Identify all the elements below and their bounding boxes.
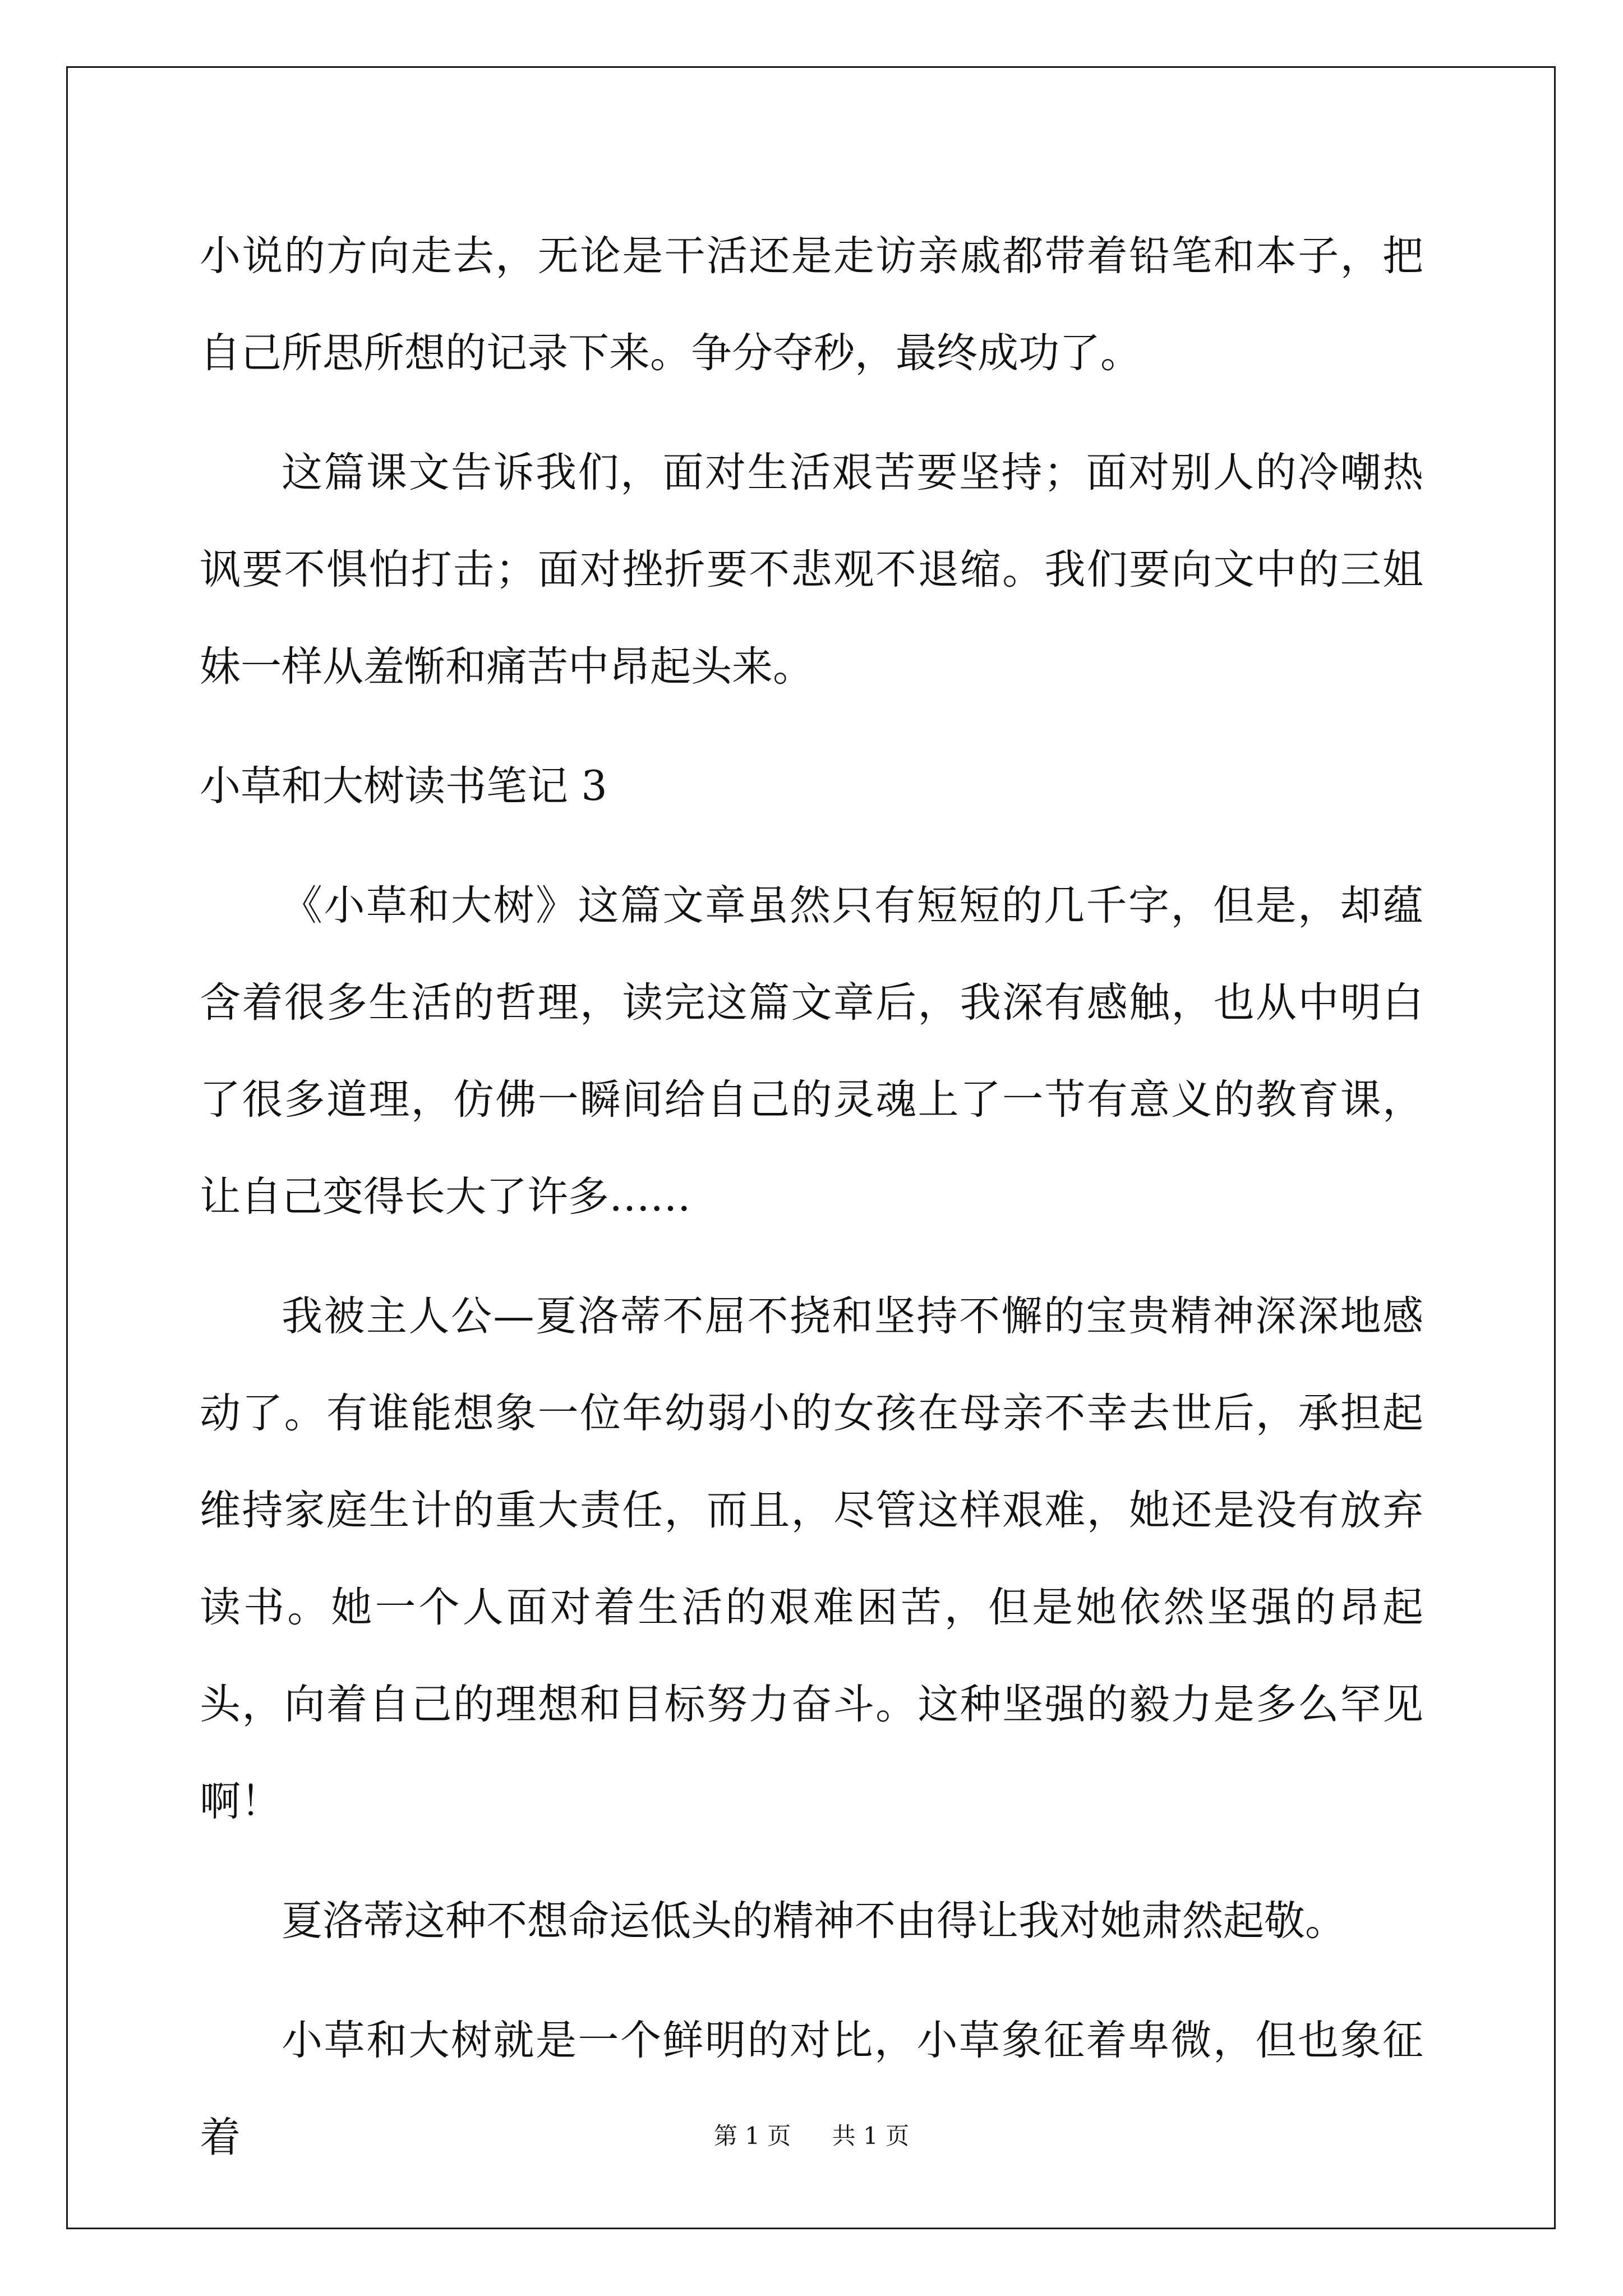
- paragraph-intro: 《小草和大树》这篇文章虽然只有短短的几千字，但是，却蕴含着很多生活的哲理，读完这篇文章后，我深有感触，也从中明白了很多道理，仿佛一瞬间给自己的灵魂上了一节有意义的教育课，让自己变得长大了许多……: [200, 882, 1423, 1221]
- paragraph-continuation: 小说的方向走去，无论是干活还是走访亲戚都带着铅笔和本子，把自己所思所想的记录下来。争分夺秒，最终成功了。: [200, 232, 1423, 377]
- paragraph-contrast: 小草和大树就是一个鲜明的对比，小草象征着卑微，但也象征着: [200, 2017, 1423, 2161]
- paragraph-lesson: 这篇课文告诉我们，面对生活艰苦要坚持；面对别人的冷嘲热讽要不惧怕打击；面对挫折要不悲观不退缩。我们要向文中的三姐妹一样从羞惭和痛苦中昂起头来。: [200, 449, 1423, 691]
- page-total: 共 1 页: [832, 2122, 910, 2150]
- page-number: 第 1 页: [713, 2122, 791, 2150]
- document-body: [200, 208, 1423, 2208]
- paragraph-moved: 我被主人公—夏洛蒂不屈不挠和坚持不懈的宝贵精神深深地感动了。有谁能想象一位年幼弱小的女孩在母亲不幸去世后，承担起维持家庭生计的重大责任，而且，尽管这样艰难，她还是没有放弃读书。她一个人面对着生活的艰难困苦，但是她依然坚强的昂起头，向着自己的理想和目标努力奋斗。这种坚强的毅力是多么罕见啊！: [200, 1292, 1423, 1825]
- paragraph-respect: 夏洛蒂这种不想命运低头的精神不由得让我对她肃然起敬。: [282, 1897, 1346, 1945]
- page-footer: [0, 2118, 1623, 2151]
- section-title: 小草和大树读书笔记 3: [200, 762, 607, 810]
